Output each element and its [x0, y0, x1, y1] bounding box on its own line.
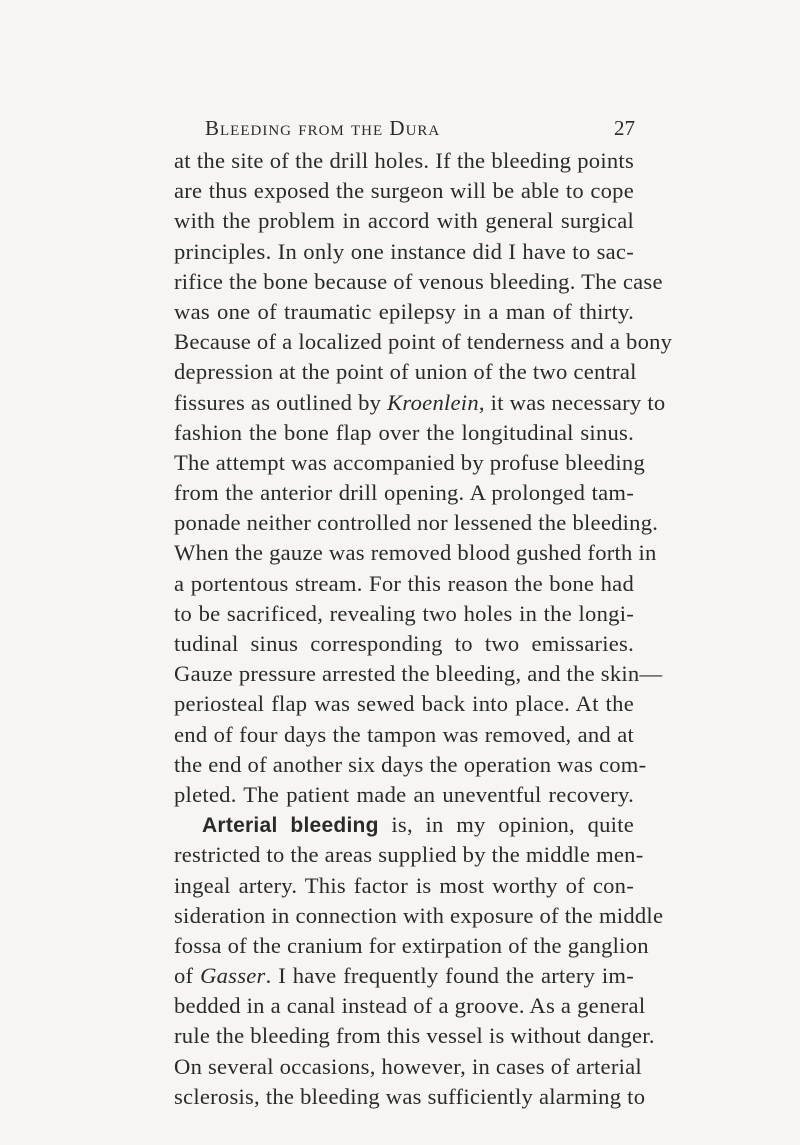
- page-header: [205, 116, 635, 146]
- text-line: ingeal artery. This factor is most worthy of con-: [174, 872, 634, 898]
- text-line: depression at the point of union of the two central: [174, 359, 637, 385]
- text-line: a portentous stream. For this reason the bone had: [174, 570, 634, 596]
- text-line: the end of another six days the operation was com-: [174, 751, 647, 777]
- page-number: 27: [614, 116, 635, 140]
- name-gasser: Gasser: [200, 963, 266, 989]
- running-head: Bleeding from the Dura: [205, 116, 441, 140]
- text-line: was one of traumatic epilepsy in a man of thirty.: [174, 298, 634, 324]
- text-line: sideration in connection with exposure of the middle: [174, 902, 664, 928]
- text-line: of Gasser. I have frequently found the artery im-: [174, 963, 634, 989]
- name-kroenlein: Kroenlein: [387, 389, 479, 415]
- text-line: to be sacrificed, revealing two holes in the longi-: [174, 600, 634, 626]
- text-line: fossa of the cranium for extirpation of the ganglion: [174, 932, 649, 958]
- text-line: Arterial bleeding is, in my opinion, quite: [202, 812, 635, 838]
- text-line: with the problem in accord with general surgical: [174, 208, 634, 234]
- text-line: pleted. The patient made an uneventful recovery.: [174, 781, 634, 807]
- text-line: principles. In only one instance did I have to sac-: [174, 238, 634, 264]
- text-line: On several occasions, however, in cases of arterial: [174, 1053, 642, 1079]
- text-line: Because of a localized point of tenderness and a bony: [174, 329, 673, 355]
- text-line: sclerosis, the bleeding was sufficiently alarming to: [174, 1083, 646, 1109]
- text-line: ponade neither controlled nor lessened the bleeding.: [174, 510, 659, 536]
- text-line: bedded in a canal instead of a groove. As a general: [174, 993, 646, 1019]
- text-line: fissures as outlined by Kroenlein, it was necessary to: [174, 389, 666, 415]
- text-line: rule the bleeding from this vessel is without danger.: [174, 1023, 655, 1049]
- body-text: [174, 146, 673, 1112]
- text-line: tudinal sinus corresponding to two emissaries.: [174, 631, 634, 656]
- text-line: restricted to the areas supplied by the middle men-: [174, 842, 644, 868]
- text-line: from the anterior drill opening. A prolonged tam-: [174, 480, 634, 506]
- text-line: The attempt was accompanied by profuse bleeding: [174, 449, 645, 475]
- text-line: fashion the bone flap over the longitudinal sinus.: [174, 419, 634, 445]
- text-line: When the gauze was removed blood gushed forth in: [174, 540, 657, 566]
- text-line: are thus exposed the surgeon will be able to cope: [174, 178, 634, 204]
- section-run-in-heading: Arterial bleeding: [202, 814, 379, 838]
- text-line: end of four days the tampon was removed, and at: [174, 721, 634, 747]
- text-line: Gauze pressure arrested the bleeding, and the skin—: [174, 661, 663, 687]
- text-line: periosteal flap was sewed back into place. At the: [174, 691, 634, 717]
- text-line: at the site of the drill holes. If the bleeding points: [174, 148, 634, 173]
- text-line: rifice the bone because of venous bleeding. The case: [174, 268, 663, 294]
